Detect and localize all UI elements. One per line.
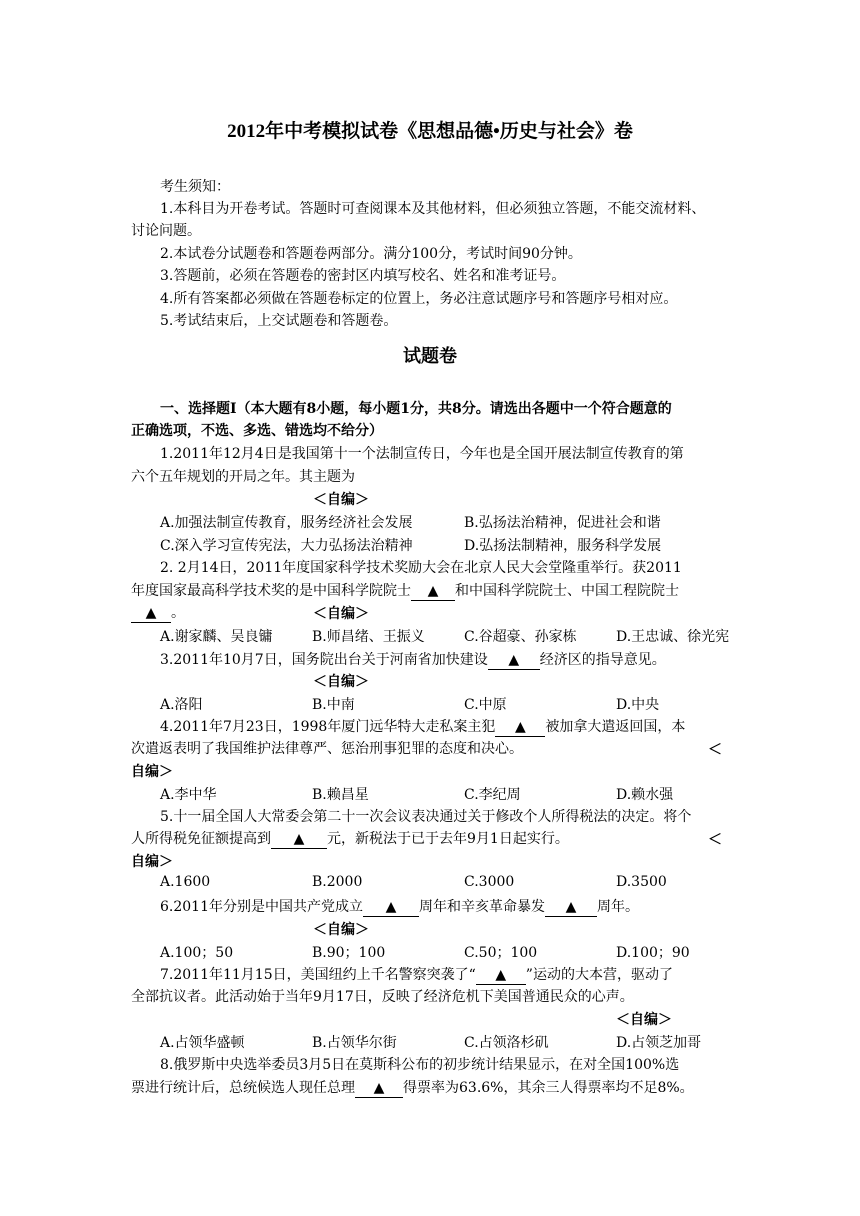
notice-heading: 考生须知：	[160, 179, 230, 195]
q3-option-d: D.中央	[616, 697, 660, 713]
q6-option-c: C.50；100	[464, 945, 538, 961]
q1-option-b: B.弘扬法治精神，促进社会和谐	[464, 515, 661, 531]
question-7-stem	[160, 964, 673, 986]
q8-text-1: 票进行统计后，总统候选人现任总理	[131, 1080, 355, 1096]
q1-option-a: A.加强法制宣传教育，服务经济社会发展	[160, 515, 413, 531]
question-2-stem: 2. 2月14日，2011年度国家科学技术奖励大会在北京人民大会堂隆重举行。获2011	[160, 560, 682, 576]
q4-text-2: 被加拿大遣返回国，本	[545, 719, 686, 735]
notice-item-4: 4.所有答案都必须做在答题卷标定的位置上，务必注意试题序号和答题序号相对应。	[160, 291, 678, 307]
q5-option-c: C.3000	[464, 874, 515, 890]
q7-text-1: 7.2011年11月15日，美国纽约上千名警察突袭了“	[160, 967, 476, 983]
source-tag-right: 自编＞	[131, 764, 173, 780]
q6-option-b: B.90；100	[312, 945, 386, 961]
q4-option-c: C.李纪周	[464, 787, 521, 803]
q2-option-a: A.谢家麟、吴良镛	[160, 629, 273, 645]
answer-blank: ▲	[476, 966, 526, 985]
question-4-stem	[160, 716, 685, 738]
notice-item-5: 5.考试结束后，上交试题卷和答题卷。	[160, 313, 398, 329]
source-tag: ＜自编＞	[313, 606, 369, 622]
q5-text-2: 元，新税法于已于去年9月1日起实行。	[327, 831, 569, 847]
question-5-stem-cont	[131, 828, 569, 850]
q2-option-d: D.王忠诚、徐光宪	[616, 629, 730, 645]
part1-heading: 一、选择题Ⅰ（本大题有8小题，每小题1分，共8分。请选出各题中一个符合题意的	[160, 401, 672, 417]
question-6-stem	[160, 896, 639, 918]
q6-text-3: 周年。	[597, 899, 639, 915]
notice-item-3: 3.答题前，必须在答题卷的密封区内填写校名、姓名和准考证号。	[160, 268, 566, 284]
q6-option-d: D.100；90	[616, 945, 690, 961]
q5-option-b: B.2000	[312, 874, 363, 890]
q2-text-2: 和中国科学院院士、中国工程院院士	[455, 583, 679, 599]
source-tag: ＜自编＞	[313, 492, 369, 508]
q7-text-2: ”运动的大本营，驱动了	[525, 967, 673, 983]
q7-option-b: B.占领华尔街	[312, 1035, 397, 1051]
section-title: 试题卷	[403, 346, 457, 367]
source-tag: ＜自编＞	[313, 922, 369, 938]
q2-text-1: 年度国家最高科学技术奖的是中国科学院院士	[131, 583, 411, 599]
question-8-stem-cont	[131, 1077, 694, 1099]
q4-option-a: A.李中华	[160, 787, 217, 803]
notice-item-2: 2.本试卷分试题卷和答题卷两部分。满分100分，考试时间90分钟。	[160, 246, 582, 262]
q6-text-2: 周年和辛亥革命暴发	[419, 899, 545, 915]
answer-blank: ▲	[495, 718, 545, 737]
q7-option-d: D.占领芝加哥	[616, 1035, 702, 1051]
q2-option-c: C.谷超豪、孙家栋	[464, 629, 577, 645]
notice-item-1: 1.本科目为开卷考试。答题时可查阅课本及其他材料，但必须独立答题，不能交流材料、	[160, 201, 706, 217]
question-2-stem-end	[131, 602, 185, 624]
question-4-stem-cont: 次遣返表明了我国维护法律尊严、惩治刑事犯罪的态度和决心。	[131, 741, 523, 757]
q5-option-d: D.3500	[616, 874, 667, 890]
source-tag: ＜自编＞	[616, 1012, 672, 1028]
answer-blank: ▲	[411, 582, 455, 601]
answer-blank: ▲	[363, 898, 419, 917]
source-tag-left: ＜	[708, 742, 722, 758]
answer-blank: ▲	[355, 1079, 403, 1098]
question-2-stem-cont	[131, 580, 679, 602]
notice-item-1-cont: 讨论问题。	[131, 223, 201, 239]
q6-option-a: A.100；50	[160, 945, 234, 961]
q1-option-d: D.弘扬法制精神，服务科学发展	[464, 538, 662, 554]
question-8-stem: 8.俄罗斯中央选举委员3月5日在莫斯科公布的初步统计结果显示，在对全国100%选	[160, 1057, 680, 1073]
q3-text-2: 经济区的指导意见。	[539, 652, 666, 668]
q4-option-d: D.赖水强	[616, 787, 674, 803]
q2-option-b: B.师昌绪、王振义	[312, 629, 425, 645]
source-tag: ＜自编＞	[313, 674, 369, 690]
q7-option-c: C.占领洛杉矶	[464, 1035, 549, 1051]
question-5-stem: 5.十一届全国人大常委会第二十一次会议表决通过关于修改个人所得税法的决定。将个	[160, 809, 692, 825]
answer-blank: ▲	[131, 604, 171, 623]
q3-option-a: A.洛阳	[160, 697, 203, 713]
answer-blank: ▲	[545, 898, 597, 917]
q7-option-a: A.占领华盛顿	[160, 1035, 245, 1051]
answer-blank: ▲	[488, 651, 540, 670]
q5-option-a: A.1600	[160, 874, 211, 890]
q2-text-3: 。	[171, 605, 185, 621]
q3-option-c: C.中原	[464, 697, 507, 713]
question-3-stem	[160, 649, 666, 671]
source-tag-right: 自编＞	[131, 854, 173, 870]
q4-option-b: B.赖昌星	[312, 787, 369, 803]
q3-option-b: B.中南	[312, 697, 355, 713]
answer-blank: ▲	[271, 830, 327, 849]
page-title: 2012年中考模拟试卷《思想品德•历史与社会》卷	[227, 121, 633, 142]
q5-text-1: 人所得税免征额提高到	[131, 831, 271, 847]
question-1-stem-cont: 六个五年规划的开局之年。其主题为	[131, 469, 355, 485]
q4-text-1: 4.2011年7月23日，1998年厦门远华特大走私案主犯	[160, 719, 496, 735]
question-1-stem: 1.2011年12月4日是我国第十一个法制宣传日，今年也是全国开展法制宣传教育的第	[160, 446, 684, 462]
question-7-stem-cont: 全部抗议者。此活动始于当年9月17日，反映了经济危机下美国普通民众的心声。	[131, 989, 634, 1005]
part1-heading-cont: 正确选项，不选、多选、错选均不给分）	[131, 423, 383, 439]
q6-text-1: 6.2011年分别是中国共产党成立	[160, 899, 363, 915]
source-tag-left: ＜	[708, 832, 722, 848]
q3-text-1: 3.2011年10月7日，国务院出台关于河南省加快建设	[160, 652, 488, 668]
q8-text-2: 得票率为63.6%，其余三人得票率均不足8%。	[403, 1080, 694, 1096]
q1-option-c: C.深入学习宣传宪法，大力弘扬法治精神	[160, 538, 413, 554]
